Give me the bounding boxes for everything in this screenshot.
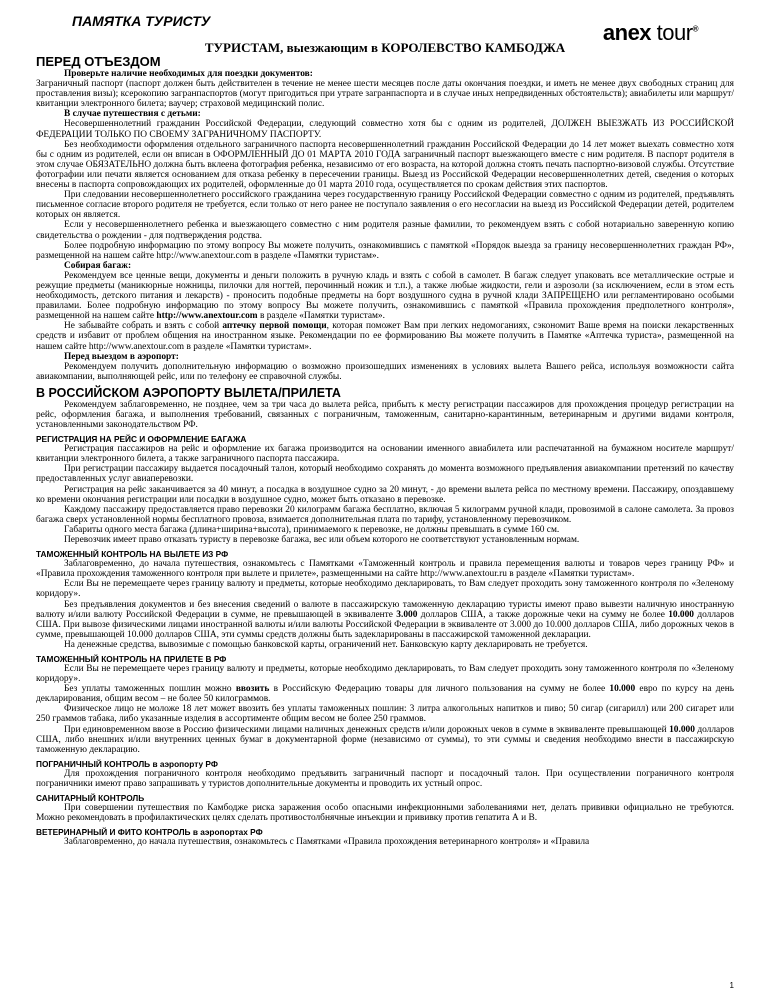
- kids-paragraph-5: Более подробную информацию по этому вопросу Вы можете получить, ознакомившись с памяткой «Порядок выезда за границу несовершеннолетних граждан РФ», размещенной на нашем сайте http://www.anextour.com в разделе «Памятки туристам».: [36, 240, 734, 261]
- kids-paragraph-2: Без необходимости оформления отдельного заграничного паспорта несовершеннолетний гражданин Российской Федерации до 14 лет может выехать совместно хотя бы с одним из родителей, если он вписан в ОФОРМЛЕННЫЙ ДО 01 МАРТА 2010 ГОДА заграничный паспорт выезжающего вместе с ним родителя. В паспорт родителя в этом случае ОБЯЗАТЕЛЬНО должна быть вклеена фотография ребенка, независимо от его возраста, на которой должна стоять печать паспортно-визовой службы. Отсутствие фотографии или печати является основанием для отказа ребенку в пересечении границы. Выезд из Российской Федерации несовершеннолетних детей, сведения о которых внесены в паспорта сопровождающих их родителей, оформленные до 01 марта 2010 года, осуществляется по срокам действия этих паспортов.: [36, 139, 734, 191]
- kids-heading: В случае путешествия с детьми:: [64, 109, 201, 120]
- logo-main-text: anex: [602, 20, 652, 45]
- vet-heading: [36, 827, 734, 837]
- customs-out-paragraph-4: На денежные средства, вывозимые с помощью банковской карты, ограничений нет. Банковскую карту декларировать не требуется.: [64, 639, 588, 650]
- sanitary-paragraph: При совершении путешествия по Камбодже риска заражения особо опасными инфекционными заболеваниями нет, делать прививки официально не требуются. Можно рекомендовать в профилактических целях сделать противостолбнячные инъекции и прививку против гепатита А и В.: [36, 803, 734, 824]
- baggage-paragraph-1: [36, 271, 734, 321]
- customs-out-heading: ТАМОЖЕННЫЙ КОНТРОЛЬ НА ВЫЛЕТЕ ИЗ РФ: [36, 549, 229, 560]
- customs-in-text-e: долларов США, либо внешних и/или внутренних ценных бумаг в документарной форме (независимо от суммы), то эти суммы и сведения необходимо внести в пассажирскую таможенную декларацию.: [36, 724, 734, 755]
- first-aid-bold: аптечку первой помощи: [222, 321, 327, 332]
- registration-paragraph-5: Габариты одного места багажа (длина+ширина+высота), принимаемого к перевозке, не должны превышать в сумме 160 см.: [64, 524, 560, 535]
- departure-paragraph: Рекомендуем получить дополнительную информацию о возможно произошедших изменениях в условиях вылета Вашего рейса, используя возможности сайта авиакомпании, выполняющей рейс, или по телефону ее справочной службы.: [36, 361, 734, 382]
- memo-title: ПАМЯТКА ТУРИСТУ: [72, 13, 211, 29]
- document-title: ТУРИСТАМ, выезжающим в КОРОЛЕВСТВО КАМБОДЖА: [204, 40, 566, 55]
- vet-paragraph: Заблаговременно, до начала путешествия, ознакомьтесь с Памятками «Правила прохождения ветеринарного контроля» и «Правила: [64, 837, 590, 848]
- border-paragraph: Для прохождения пограничного контроля необходимо предъявить заграничный паспорт и посадочный талон. При осуществлении пограничного контроля пограничники имеют право запрашивать у туристов дополнительные документы и проводить их устный опрос.: [36, 768, 734, 789]
- customs-in-text-c: евро по курсу на день декларирования, общим весом – не более 50 килограммов.: [36, 684, 735, 705]
- anex-tour-logo: [603, 20, 698, 46]
- registration-paragraph-3: Регистрация на рейс заканчивается за 40 минут, а посадка в воздушное судно за 20 минут, - до времени вылета рейса по местному времени. Пассажиру, опоздавшему ко времени окончания регистрации или посадки в воздушное судно, может быть отказано в перевозке.: [36, 484, 734, 505]
- kids-paragraph-1: Несовершеннолетний гражданин Российской Федерации, следующий совместно хотя бы с одним из родителей, ДОЛЖЕН ВЫЕЗЖАТЬ ИЗ РОССИЙСКОЙ ФЕДЕРАЦИИ ТОЛЬКО ПО СВОЕМУ ЗАГРАНИЧНОМУ ПАСПОРТУ.: [36, 119, 734, 140]
- baggage-text-a: Рекомендуем все ценные вещи, документы и деньги положить в ручную кладь и взять с собой в самолет. В багаж следует упаковать все металлические острые и режущие предметы (маникюрные ножницы, пилочки для ногтей, перочинный ножик и т.п.), а также любые жидкости, гели и аэрозоли (за исключением, если в этом есть необходимость, детского питания и лекарств) - проносить подобные предметы на борт воздушного судна в ручной клади ЗАПРЕЩЕНО или регламентировано особыми правилами. Более подробную информацию по этому вопросу Вы можете получить, ознакомившись с памяткой «Правила прохождения предполетного контроля», размещенной на нашем сайте: [36, 270, 734, 322]
- baggage-heading: Собирая багаж:: [64, 260, 132, 271]
- logo-registered-mark: ®: [692, 24, 698, 34]
- kids-paragraph-4: Если у несовершеннолетнего ребенка и выезжающего совместно с ним родителя разные фамилии, то рекомендуем взять с собой нотариально заверенную копию свидетельства о рождении - для подтверждения родства.: [36, 220, 734, 241]
- border-heading: [36, 759, 734, 769]
- vet-heading-a: ВЕТЕРИНАРНЫЙ И ФИТО КОНТРОЛЬ: [36, 827, 193, 838]
- first-aid-text-a: Не забывайте собрать и взять с собой: [64, 321, 223, 332]
- logo-sub-text: tour: [656, 20, 693, 45]
- vet-heading-b: в аэропортах РФ: [192, 827, 263, 838]
- registration-paragraph-4: Каждому пассажиру предоставляется право перевозки 20 килограмм багажа бесплатно, включая 5 килограмм ручной клади, провозимой в салоне самолета. За провоз багажа сверх установленной нормы бесплатного провоза, взимается дополнительная плата по тарифу, установленному перевозчиком.: [36, 504, 734, 525]
- customs-out-paragraph-3: [36, 600, 734, 640]
- customs-out-text-b: долларов США, а также дорожные чеки на сумму не более: [417, 609, 669, 620]
- amount-3000: 3.000: [396, 609, 418, 620]
- baggage-text-b: в разделе «Памятки туристам».: [257, 311, 385, 322]
- customs-out-text-a: Без предъявления документов и без внесения сведений о валюте в пассажирскую таможенную декларацию туристы имеют право вывезти наличную иностранную валюту и/или валюту Российской Федерации в сумме, не превышающей в эквиваленте: [36, 599, 734, 620]
- first-aid-text-b: , которая поможет Вам при легких недомоганиях, сэкономит Ваше время на поиски лекарственных средств и избавит от проблем общения на иностранном языке. Рекомендации по ее формированию Вы можете получить в Памятке «Аптечка туриста», размещенной на нашем сайте http://www.anextour.com в разделе «Памятки туристам».: [36, 321, 734, 352]
- customs-in-paragraph-3: Физическое лицо не моложе 18 лет может ввозить без уплаты таможенных пошлин: 3 литра алкогольных напитков и пиво; 50 сигар (сигарилл) или 200 сигарет или 250 граммов табака, либо указанные изделия в ассортименте общим весом не более 250 граммов.: [36, 704, 734, 725]
- docs-paragraph: Заграничный паспорт (паспорт должен быть действителен в течение не менее шести месяцев после даты окончания поездки, и иметь не менее двух свободных страниц для проставления визы); ксерокопию загранпаспортов (могут пригодиться при утрате загранпаспорта и в случае иных непредвиденных обстоятельств); авиабилеты или маршрут/квитанции электронного билета; ваучер; страховой медицинский полис.: [36, 79, 734, 110]
- customs-out-paragraph-2: Если Вы не перемещаете через границу валюту и предметы, которые необходимо декларировать, то Вам следует проходить зону таможенного контроля по «Зеленому коридору».: [36, 579, 734, 600]
- amount-10000: 10.000: [668, 609, 694, 620]
- page-header: [36, 0, 734, 45]
- registration-heading: РЕГИСТРАЦИЯ НА РЕЙС И ОФОРМЛЕНИЕ БАГАЖА: [36, 434, 247, 445]
- customs-in-heading: ТАМОЖЕННЫЙ КОНТРОЛЬ НА ПРИЛЕТЕ В РФ: [36, 653, 227, 664]
- customs-in-text-d: При единовременном ввозе в Россию физическими лицами наличных денежных средств и/или дорожных чеков в сумме в эквиваленте превышающей: [64, 724, 670, 735]
- import-bold: ввозить: [235, 684, 270, 695]
- section-before-heading: ПЕРЕД ОТЪЕЗДОМ: [36, 54, 161, 69]
- customs-in-paragraph-1: Если Вы не перемещаете через границу валюту и предметы, которые необходимо декларировать, то Вам следует проходить зону таможенного контроля по «Зеленому коридору».: [36, 663, 734, 685]
- airport-paragraph: Рекомендуем заблаговременно, не позднее, чем за три часа до вылета рейса, прибыть к месту регистрации пассажиров для прохождения процедур регистрации на рейс, оформления багажа, и выполнения требований, связанных с пограничным, таможенным, санитарно-карантинным, ветеринарным и другими видами контроля, установленными законодательством РФ.: [36, 399, 734, 431]
- sanitary-heading: САНИТАРНЫЙ КОНТРОЛЬ: [36, 793, 145, 803]
- registration-paragraph-2: При регистрации пассажиру выдается посадочный талон, который необходимо сохранять до момента возможного предъявления авиакомпании претензий по качеству предоставленных услуг авиаперевозки.: [36, 464, 734, 485]
- airport-heading: В РОССИЙСКОМ АЭРОПОРТУ ВЫЛЕТА/ПРИЛЕТА: [36, 385, 341, 400]
- customs-in-paragraph-4: [36, 725, 734, 755]
- border-heading-b: в аэропорту РФ: [152, 758, 218, 769]
- page-number: 1: [729, 981, 734, 990]
- registration-paragraph-1: Регистрация пассажиров на рейс и оформление их багажа производится на основании именного авиабилета или распечатанной на бумажном носителе маршрут/квитанции электронного билета, а также заграничного паспорта пассажира.: [36, 444, 734, 465]
- departure-heading: Перед выездом в аэропорт:: [64, 351, 179, 362]
- amount-10000-usd: 10.000: [669, 724, 695, 735]
- customs-out-paragraph-1: Заблаговременно, до начала путешествия, ознакомьтесь с Памятками «Таможенный контроль и правила перемещения валюты и товаров через границу РФ» и «Правила прохождения таможенного контроля при вылете и прилете», размещенными на сайте http://www.anextour.ru в разделе «Памятки туристам».: [36, 559, 734, 580]
- border-heading-a: ПОГРАНИЧНЫЙ КОНТРОЛЬ: [36, 758, 153, 769]
- customs-in-text-b: в Российскую Федерацию товары для личного пользования на сумму не более: [269, 684, 610, 695]
- baggage-paragraph-2: [36, 321, 734, 351]
- customs-in-text-a: Без уплаты таможенных пошлин можно: [64, 684, 236, 695]
- amount-10000-euro: 10.000: [609, 684, 636, 695]
- customs-in-paragraph-2: [36, 684, 734, 704]
- anextour-link[interactable]: http://www.anextour.com: [156, 311, 258, 322]
- registration-paragraph-6: Перевозчик имеет право отказать туристу в перевозке багажа, вес или объем которого не соответствуют установленным нормам.: [64, 535, 580, 546]
- customs-out-text-c: долларов США. При вывозе физическими лицами иностранной валюты и/или валюты Российской Федерации в эквиваленте от 3.000 до 10.000 долларов США, либо дорожных чеков в сумме, превышающей 10.000 долларов США, эти суммы средств должны быть задекларированы в пассажирской таможенной декларации.: [36, 609, 734, 640]
- docs-heading: Проверьте наличие необходимых для поездки документов:: [64, 69, 313, 79]
- kids-paragraph-3: При следовании несовершеннолетнего российского гражданина через государственную границу Российской Федерации совместно с одним из родителей, предъявлять письменное согласие второго родителя не требуется, если только от него ранее не поступало заявления о его несогласии на выезд из Российской Федерации детей, родителем которых он является.: [36, 190, 734, 221]
